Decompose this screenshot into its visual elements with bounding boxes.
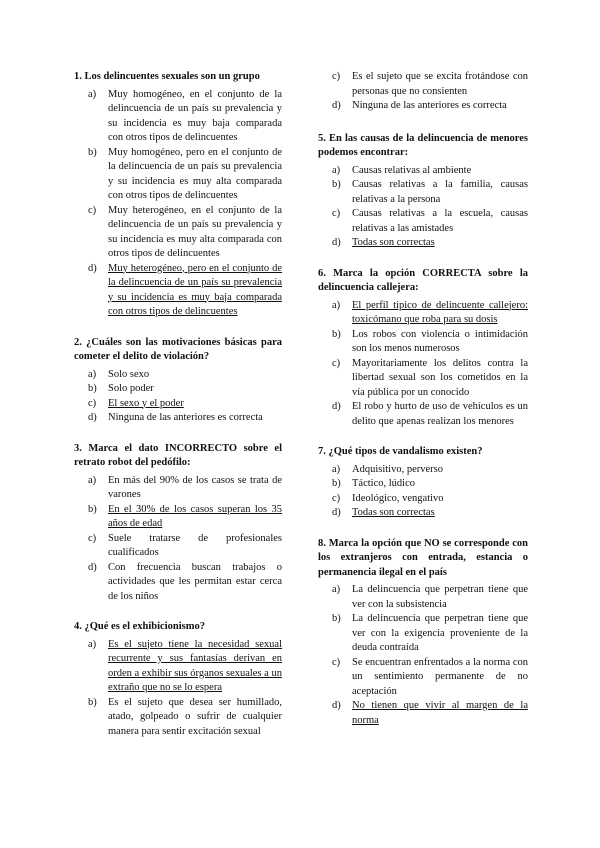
option-letter: c) bbox=[88, 397, 97, 409]
answer-option bbox=[318, 164, 528, 179]
option-letter: d) bbox=[88, 412, 97, 423]
option-list bbox=[74, 368, 282, 426]
option-text: La delincuencia que perpetran tiene que ver con la exigencia proveniente de la deuda contraída bbox=[352, 613, 528, 653]
option-text: El robo y hurto de uso de vehículos es un delito que apenas realizan los menores bbox=[352, 401, 528, 427]
option-list bbox=[74, 474, 282, 605]
question-title: 6. Marca la opción CORRECTA sobre la delincuencia callejera: bbox=[318, 267, 528, 293]
answer-option bbox=[318, 492, 528, 507]
correct-answer-text: En el 30% de los casos superan los 35 años de edad bbox=[108, 503, 282, 529]
option-letter: c) bbox=[332, 71, 341, 82]
option-list bbox=[318, 583, 528, 728]
answer-option bbox=[318, 299, 528, 328]
option-letter: a) bbox=[88, 474, 97, 486]
option-letter: d) bbox=[332, 700, 341, 711]
answer-option bbox=[74, 146, 282, 204]
option-text: Muy heterogéneo, en el conjunto de la delincuencia de un país su prevalencia y su incidencia es muy alta comparada con otros tipos de delincuentes bbox=[108, 204, 282, 259]
option-text: Suele tratarse de profesionales cualificados bbox=[108, 532, 282, 558]
option-letter: d) bbox=[332, 100, 341, 111]
option-letter: c) bbox=[332, 492, 341, 504]
answer-option bbox=[74, 368, 282, 383]
answer-option bbox=[74, 561, 282, 605]
option-letter: d) bbox=[88, 561, 97, 573]
option-letter: d) bbox=[88, 262, 97, 274]
correct-answer-text: Todas son correctas bbox=[352, 507, 435, 518]
option-text: Solo poder bbox=[108, 383, 154, 394]
option-list bbox=[318, 164, 528, 251]
correct-answer-text: El perfil típico de delincuente callejero: toxicómano que roba para su dosis bbox=[352, 299, 528, 325]
answer-option bbox=[318, 70, 528, 99]
answer-option bbox=[318, 612, 528, 656]
option-text: Es el sujeto que se excita frotándose con personas que no consienten bbox=[352, 71, 528, 97]
answer-option bbox=[74, 204, 282, 262]
answer-option bbox=[318, 463, 528, 478]
answer-option bbox=[318, 400, 528, 429]
answer-option bbox=[318, 506, 528, 521]
question-block bbox=[318, 445, 528, 521]
option-letter: b) bbox=[332, 328, 341, 340]
option-list bbox=[318, 70, 528, 114]
option-letter: c) bbox=[332, 208, 341, 219]
answer-option bbox=[74, 411, 282, 426]
option-list bbox=[74, 638, 282, 740]
answer-option bbox=[318, 656, 528, 700]
option-letter: c) bbox=[332, 357, 341, 369]
option-text: Ideológico, vengativo bbox=[352, 492, 444, 504]
answer-option bbox=[318, 178, 528, 207]
option-letter: b) bbox=[88, 696, 97, 708]
answer-option bbox=[318, 357, 528, 401]
option-text: Muy homogéneo, pero en el conjunto de la delincuencia de un país su prevalencia y su incidencia es muy alta comparada con otros tipos de delincuentes bbox=[108, 146, 282, 201]
option-list bbox=[74, 88, 282, 320]
option-letter: d) bbox=[332, 507, 341, 518]
answer-option bbox=[318, 477, 528, 492]
answer-option bbox=[74, 262, 282, 320]
correct-answer-text: Es el sujeto tiene la necesidad sexual recurrente y sus fantasías derivan en orden a exhibir sus órganos sexuales a un extraño que no se lo espera bbox=[108, 638, 282, 693]
option-text: Causas relativas a la escuela, causas relativas a las amistades bbox=[352, 208, 528, 234]
option-text: Adquisitivo, perverso bbox=[352, 463, 443, 475]
answer-option bbox=[318, 236, 528, 251]
option-letter: a) bbox=[332, 463, 341, 475]
question-block bbox=[318, 70, 528, 114]
option-letter: a) bbox=[88, 638, 97, 650]
option-letter: a) bbox=[332, 584, 341, 595]
left-column bbox=[74, 70, 282, 755]
option-letter: b) bbox=[332, 478, 341, 489]
answer-option bbox=[74, 474, 282, 503]
question-block bbox=[74, 442, 282, 605]
correct-answer-text: Muy heterogéneo, pero en el conjunto de la delincuencia de un país su prevalencia y su incidencia es muy baja comparada con otros tipos de delincuentes bbox=[108, 262, 282, 317]
question-block bbox=[318, 267, 528, 430]
option-text: Solo sexo bbox=[108, 368, 150, 380]
question-title: 4. ¿Qué es el exhibicionismo? bbox=[74, 621, 205, 632]
option-text: Causas relativas a la familia, causas relativas a la persona bbox=[352, 179, 528, 205]
option-letter: c) bbox=[332, 656, 341, 668]
right-column bbox=[318, 70, 528, 744]
option-text: Es el sujeto que desea ser humillado, atado, golpeado o sufrir de cualquier manera para sentir excitación sexual bbox=[108, 696, 282, 737]
answer-option bbox=[74, 503, 282, 532]
option-text: Táctico, lúdico bbox=[352, 478, 415, 489]
option-list bbox=[318, 463, 528, 521]
question-block bbox=[74, 336, 282, 426]
answer-option bbox=[74, 88, 282, 146]
option-letter: b) bbox=[88, 146, 97, 158]
option-letter: d) bbox=[332, 237, 341, 248]
option-text: Con frecuencia buscan trabajos o actividades que les permitan estar cerca de los niños bbox=[108, 561, 282, 602]
answer-option bbox=[318, 699, 528, 728]
option-text: Mayoritariamente los delitos contra la libertad sexual son los cometidos en la vía pública por un conocido bbox=[352, 357, 528, 398]
option-letter: c) bbox=[88, 204, 97, 216]
correct-answer-text: No tienen que vivir al margen de la norma bbox=[352, 700, 528, 726]
question-title: 2. ¿Cuáles son las motivaciones básicas para cometer el delito de violación? bbox=[74, 336, 282, 362]
option-letter: b) bbox=[332, 179, 341, 190]
question-block bbox=[318, 537, 528, 729]
answer-option bbox=[318, 328, 528, 357]
answer-option bbox=[74, 397, 282, 412]
option-text: Ninguna de las anteriores es correcta bbox=[352, 100, 507, 111]
option-letter: b) bbox=[88, 383, 97, 394]
option-letter: b) bbox=[88, 503, 97, 515]
answer-option bbox=[318, 207, 528, 236]
option-letter: c) bbox=[88, 532, 97, 544]
correct-answer-text: El sexo y el poder bbox=[108, 397, 184, 409]
answer-option bbox=[74, 696, 282, 740]
answer-option bbox=[318, 99, 528, 114]
option-letter: a) bbox=[88, 368, 97, 380]
option-text: Ninguna de las anteriores es correcta bbox=[108, 412, 263, 423]
option-letter: a) bbox=[332, 299, 341, 311]
question-title: 3. Marca el dato INCORRECTO sobre el retrato robot del pedófilo: bbox=[74, 442, 282, 468]
answer-option bbox=[74, 532, 282, 561]
option-text: La delincuencia que perpetran tiene que ver con la subsistencia bbox=[352, 584, 528, 610]
option-letter: b) bbox=[332, 613, 341, 624]
answer-option bbox=[318, 583, 528, 612]
option-letter: a) bbox=[332, 164, 341, 176]
question-block bbox=[318, 132, 528, 251]
question-block bbox=[74, 620, 282, 739]
question-title: 1. Los delincuentes sexuales son un grupo bbox=[74, 71, 260, 82]
option-text: Se encuentran enfrentados a la norma con un sentimiento permanente de no aceptación bbox=[352, 656, 528, 697]
option-text: Muy homogéneo, en el conjunto de la delincuencia de un país su prevalencia y su incidencia es muy baja comparada con otros tipos de delincuentes bbox=[108, 88, 282, 143]
answer-option bbox=[74, 638, 282, 696]
option-letter: a) bbox=[88, 88, 97, 100]
option-text: Causas relativas al ambiente bbox=[352, 164, 472, 176]
correct-answer-text: Todas son correctas bbox=[352, 237, 435, 248]
option-text: Los robos con violencia o intimidación son los menos numerosos bbox=[352, 328, 528, 354]
answer-option bbox=[74, 382, 282, 397]
option-list bbox=[318, 299, 528, 430]
question-title: 5. En las causas de la delincuencia de menores podemos encontrar: bbox=[318, 132, 528, 158]
question-title: 8. Marca la opción que NO se corresponde con los extranjeros con entrada, estancia o permanencia ilegal en el país bbox=[318, 537, 528, 578]
question-block bbox=[74, 70, 282, 320]
option-letter: d) bbox=[332, 401, 341, 412]
option-text: En más del 90% de los casos se trata de varones bbox=[108, 474, 282, 500]
question-title: 7. ¿Qué tipos de vandalismo existen? bbox=[318, 446, 483, 457]
